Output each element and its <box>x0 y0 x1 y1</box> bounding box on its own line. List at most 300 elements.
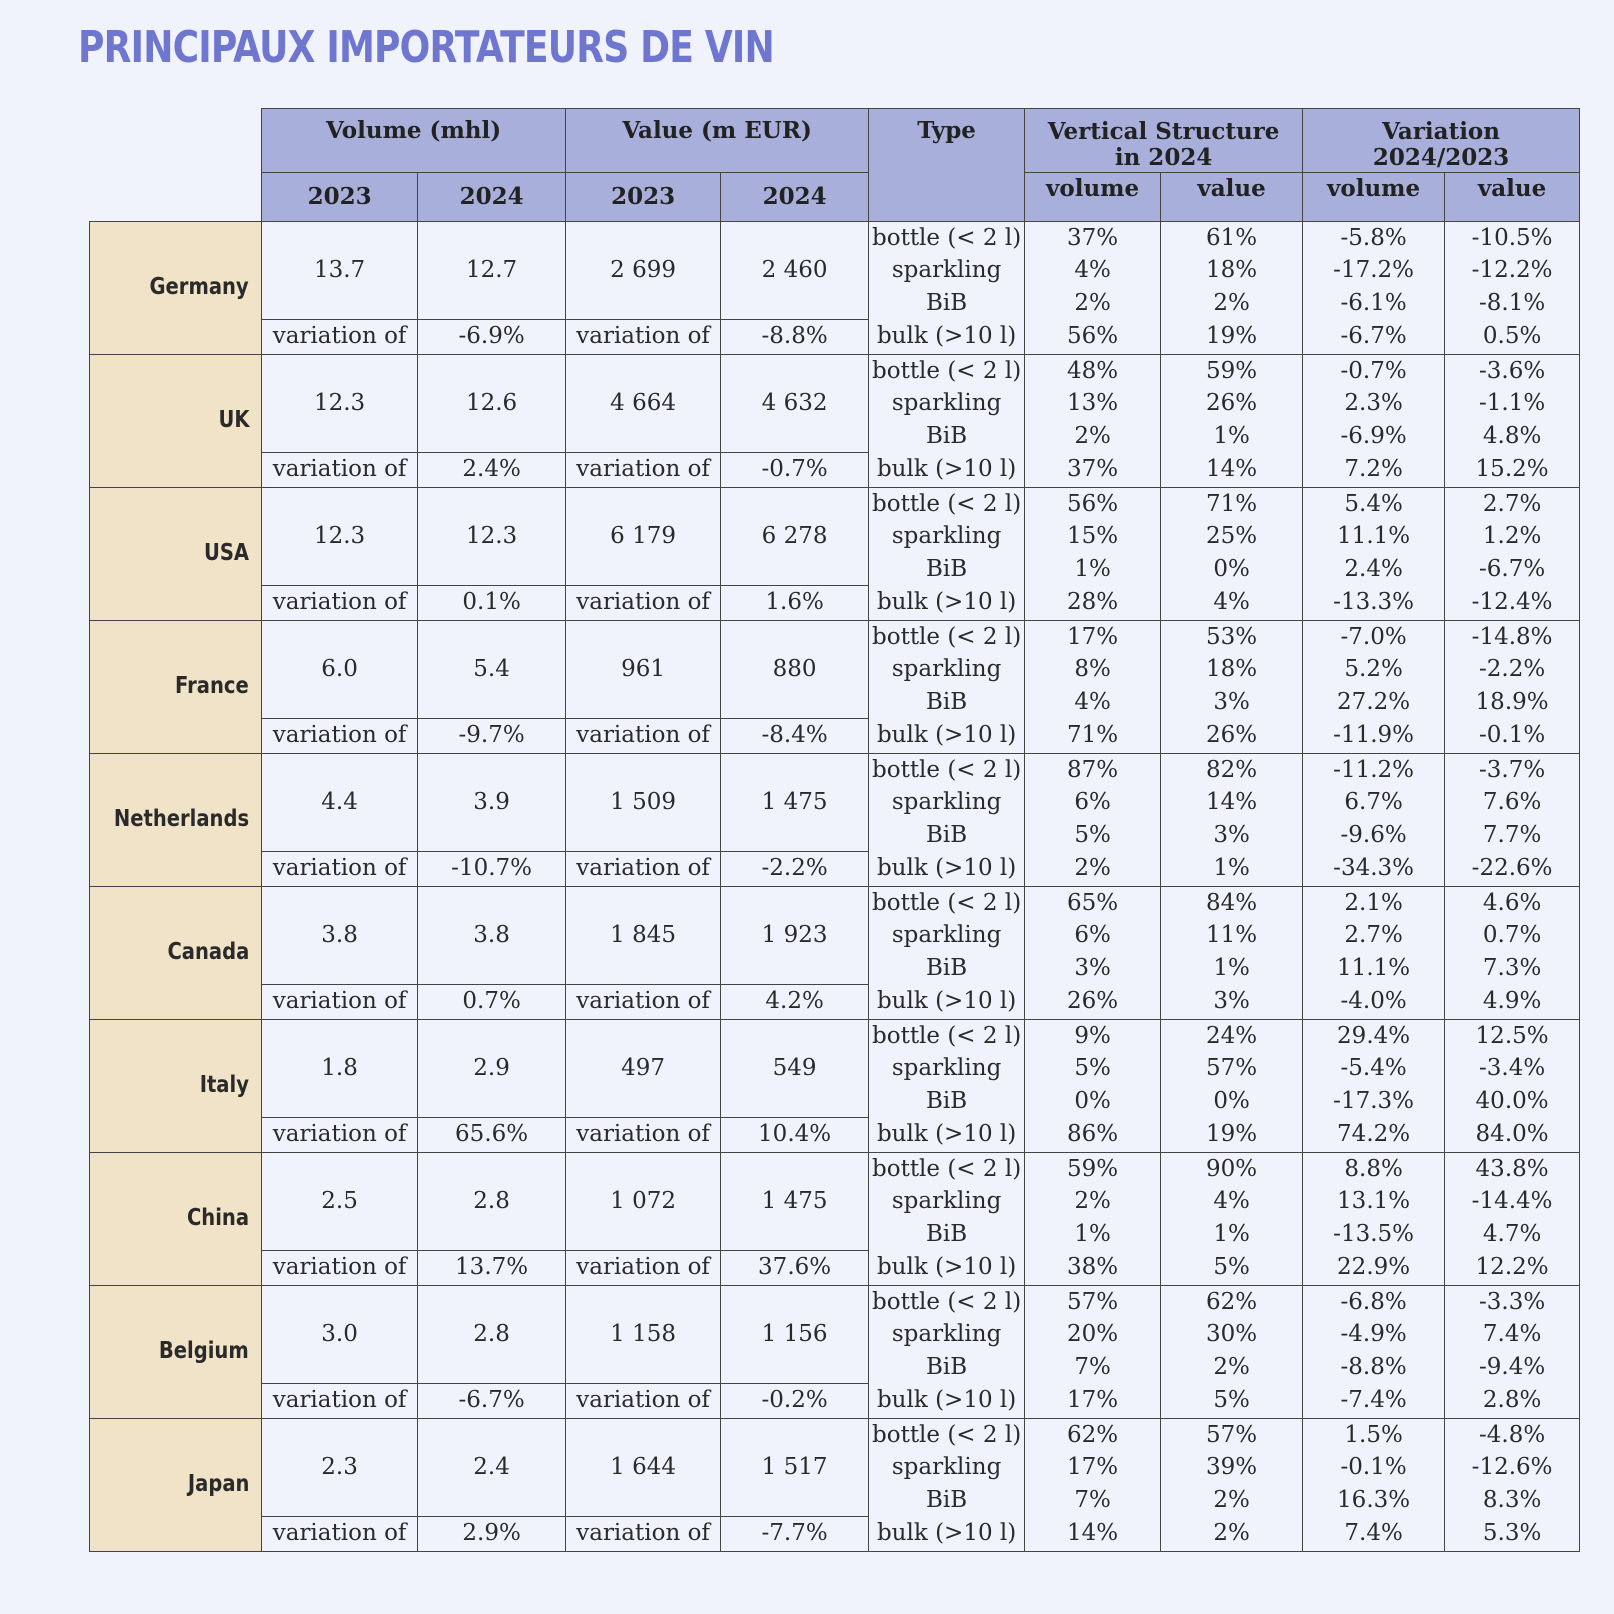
var-volume-cell: -4.9% <box>1303 1318 1445 1351</box>
country-label: USA <box>204 540 250 567</box>
struct-value-cell: 5% <box>1161 1250 1303 1285</box>
vol-variation-label: variation of <box>262 319 418 354</box>
struct-value-cell: 26% <box>1161 718 1303 753</box>
wine-type-label: bottle (< 2 l) <box>869 620 1025 653</box>
var-volume-cell: 29.4% <box>1303 1019 1445 1052</box>
wine-type-label: bulk (>10 l) <box>869 1516 1025 1551</box>
struct-value-cell: 2% <box>1161 1351 1303 1383</box>
wine-type-label: sparkling <box>869 1185 1025 1218</box>
var-volume-cell: -6.1% <box>1303 287 1445 319</box>
wine-type-label: bottle (< 2 l) <box>869 487 1025 520</box>
vol-2024-value: 3.8 <box>418 886 566 984</box>
var-value-cell: 84.0% <box>1445 1117 1580 1152</box>
struct-volume-cell: 2% <box>1025 851 1161 886</box>
country-name <box>90 753 262 886</box>
wine-type-label: BiB <box>869 819 1025 851</box>
struct-value-cell: 11% <box>1161 919 1303 952</box>
val-variation-label: variation of <box>566 1250 721 1285</box>
table-row <box>90 620 1580 653</box>
variation-header: Variation 2024/2023 <box>1303 109 1580 173</box>
var-volume-cell: 2.1% <box>1303 886 1445 919</box>
var-volume-cell: -17.2% <box>1303 254 1445 287</box>
table-row <box>90 1152 1580 1185</box>
struct-volume-cell: 59% <box>1025 1152 1161 1185</box>
wine-type-label: BiB <box>869 686 1025 718</box>
struct-value-cell: 3% <box>1161 984 1303 1019</box>
val-variation-label: variation of <box>566 319 721 354</box>
val-2024-value: 1 475 <box>721 1152 869 1250</box>
struct-volume-cell: 7% <box>1025 1484 1161 1516</box>
struct-volume-cell: 48% <box>1025 354 1161 387</box>
country-label: Italy <box>199 1072 250 1099</box>
vol-2023-value: 3.8 <box>262 886 418 984</box>
country-name <box>90 487 262 620</box>
table-row <box>90 319 1580 354</box>
vol-variation-label: variation of <box>262 984 418 1019</box>
var-value-cell: 7.6% <box>1445 786 1580 819</box>
val-variation-value: -0.2% <box>721 1383 869 1418</box>
var-volume-cell: -11.2% <box>1303 753 1445 786</box>
val-variation-value: -7.7% <box>721 1516 869 1551</box>
var-volume-cell: -5.8% <box>1303 221 1445 254</box>
var-value-cell: -12.6% <box>1445 1451 1580 1484</box>
val-variation-value: 37.6% <box>721 1250 869 1285</box>
value-group-header: Value (m EUR) <box>566 109 869 173</box>
struct-volume-cell: 8% <box>1025 653 1161 686</box>
val-2024-value: 2 460 <box>721 221 869 319</box>
struct-volume-cell: 4% <box>1025 254 1161 287</box>
var-volume-cell: 13.1% <box>1303 1185 1445 1218</box>
vol-2023-value: 6.0 <box>262 620 418 718</box>
var-volume-cell: -5.4% <box>1303 1052 1445 1085</box>
struct-value-cell: 71% <box>1161 487 1303 520</box>
struct-volume-cell: 17% <box>1025 620 1161 653</box>
vol-2023-header: 2023 <box>262 172 418 221</box>
var-volume-cell: 6.7% <box>1303 786 1445 819</box>
var-value-cell: 1.2% <box>1445 520 1580 553</box>
country-name <box>90 886 262 1019</box>
table-row <box>90 1516 1580 1551</box>
var-value-cell: 4.6% <box>1445 886 1580 919</box>
table-row <box>90 1418 1580 1451</box>
struct-value-cell: 2% <box>1161 1516 1303 1551</box>
wine-type-label: bottle (< 2 l) <box>869 354 1025 387</box>
val-variation-label: variation of <box>566 585 721 620</box>
struct-value-header: value <box>1161 172 1303 221</box>
var-value-cell: 4.8% <box>1445 420 1580 452</box>
var-value-cell: -22.6% <box>1445 851 1580 886</box>
wine-type-label: bulk (>10 l) <box>869 1250 1025 1285</box>
wine-type-label: bulk (>10 l) <box>869 984 1025 1019</box>
struct-value-cell: 61% <box>1161 221 1303 254</box>
var-value-cell: 7.3% <box>1445 952 1580 984</box>
struct-volume-cell: 5% <box>1025 1052 1161 1085</box>
struct-volume-header: volume <box>1025 172 1161 221</box>
struct-value-cell: 2% <box>1161 1484 1303 1516</box>
struct-value-cell: 19% <box>1161 319 1303 354</box>
table-row <box>90 984 1580 1019</box>
val-variation-value: 4.2% <box>721 984 869 1019</box>
table-row <box>90 851 1580 886</box>
table-row <box>90 1285 1580 1318</box>
var-value-cell: 5.3% <box>1445 1516 1580 1551</box>
var-volume-cell: -11.9% <box>1303 718 1445 753</box>
table-row <box>90 1117 1580 1152</box>
var-volume-cell: -0.7% <box>1303 354 1445 387</box>
struct-value-cell: 1% <box>1161 420 1303 452</box>
val-2023-value: 1 644 <box>566 1418 721 1516</box>
wine-type-label: bulk (>10 l) <box>869 585 1025 620</box>
vol-2024-value: 12.3 <box>418 487 566 585</box>
struct-value-cell: 59% <box>1161 354 1303 387</box>
var-value-cell: 18.9% <box>1445 686 1580 718</box>
struct-volume-cell: 28% <box>1025 585 1161 620</box>
country-name <box>90 1285 262 1418</box>
var-volume-cell: 16.3% <box>1303 1484 1445 1516</box>
val-variation-value: 1.6% <box>721 585 869 620</box>
vol-2023-value: 12.3 <box>262 487 418 585</box>
table-row <box>90 1250 1580 1285</box>
val-2023-value: 6 179 <box>566 487 721 585</box>
table-row <box>90 452 1580 487</box>
var-volume-cell: -9.6% <box>1303 819 1445 851</box>
vol-2023-value: 1.8 <box>262 1019 418 1117</box>
var-volume-header: volume <box>1303 172 1445 221</box>
var-value-cell: -12.4% <box>1445 585 1580 620</box>
var-volume-cell: 22.9% <box>1303 1250 1445 1285</box>
var-value-cell: -4.8% <box>1445 1418 1580 1451</box>
wine-type-label: bulk (>10 l) <box>869 718 1025 753</box>
struct-value-cell: 1% <box>1161 1218 1303 1250</box>
struct-value-cell: 57% <box>1161 1052 1303 1085</box>
struct-volume-cell: 37% <box>1025 221 1161 254</box>
var-volume-cell: -8.8% <box>1303 1351 1445 1383</box>
vol-variation-label: variation of <box>262 718 418 753</box>
var-value-cell: -1.1% <box>1445 387 1580 420</box>
struct-volume-cell: 5% <box>1025 819 1161 851</box>
var-volume-cell: 5.2% <box>1303 653 1445 686</box>
struct-value-cell: 53% <box>1161 620 1303 653</box>
val-2023-value: 1 158 <box>566 1285 721 1383</box>
country-label: Japan <box>187 1471 250 1498</box>
vol-variation-label: variation of <box>262 851 418 886</box>
vol-2024-value: 2.8 <box>418 1285 566 1383</box>
country-name <box>90 1019 262 1152</box>
wine-type-label: bottle (< 2 l) <box>869 1418 1025 1451</box>
var-value-cell: -14.4% <box>1445 1185 1580 1218</box>
var-value-cell: 0.7% <box>1445 919 1580 952</box>
struct-value-cell: 18% <box>1161 653 1303 686</box>
vol-variation-label: variation of <box>262 585 418 620</box>
struct-value-cell: 57% <box>1161 1418 1303 1451</box>
vol-variation-value: -6.9% <box>418 319 566 354</box>
var-value-cell: -0.1% <box>1445 718 1580 753</box>
struct-value-cell: 0% <box>1161 553 1303 585</box>
wine-type-label: sparkling <box>869 254 1025 287</box>
vol-variation-value: 65.6% <box>418 1117 566 1152</box>
vol-variation-value: -10.7% <box>418 851 566 886</box>
val-variation-label: variation of <box>566 1383 721 1418</box>
struct-value-cell: 82% <box>1161 753 1303 786</box>
val-variation-value: -0.7% <box>721 452 869 487</box>
wine-type-label: bulk (>10 l) <box>869 1117 1025 1152</box>
struct-volume-cell: 56% <box>1025 319 1161 354</box>
struct-volume-cell: 1% <box>1025 553 1161 585</box>
country-name <box>90 1152 262 1285</box>
wine-type-label: sparkling <box>869 1052 1025 1085</box>
wine-type-label: sparkling <box>869 786 1025 819</box>
struct-value-cell: 14% <box>1161 786 1303 819</box>
country-name <box>90 620 262 753</box>
struct-volume-cell: 26% <box>1025 984 1161 1019</box>
val-2023-value: 1 509 <box>566 753 721 851</box>
wine-importers-table <box>89 108 1580 1552</box>
wine-type-label: bottle (< 2 l) <box>869 886 1025 919</box>
wine-type-label: BiB <box>869 553 1025 585</box>
wine-type-label: sparkling <box>869 387 1025 420</box>
type-header: Type <box>869 109 1025 222</box>
vol-2024-value: 2.4 <box>418 1418 566 1516</box>
var-volume-cell: 2.7% <box>1303 919 1445 952</box>
struct-volume-cell: 0% <box>1025 1085 1161 1117</box>
struct-volume-cell: 14% <box>1025 1516 1161 1551</box>
struct-value-cell: 18% <box>1161 254 1303 287</box>
table-row <box>90 886 1580 919</box>
var-value-cell: -3.3% <box>1445 1285 1580 1318</box>
struct-volume-cell: 20% <box>1025 1318 1161 1351</box>
wine-type-label: bottle (< 2 l) <box>869 1285 1025 1318</box>
var-value-cell: 12.5% <box>1445 1019 1580 1052</box>
wine-type-label: sparkling <box>869 1451 1025 1484</box>
val-2024-header: 2024 <box>721 172 869 221</box>
struct-value-cell: 3% <box>1161 819 1303 851</box>
struct-value-cell: 4% <box>1161 1185 1303 1218</box>
val-2023-value: 1 845 <box>566 886 721 984</box>
val-2024-value: 1 517 <box>721 1418 869 1516</box>
wine-type-label: BiB <box>869 1484 1025 1516</box>
var-volume-cell: 11.1% <box>1303 520 1445 553</box>
struct-value-cell: 30% <box>1161 1318 1303 1351</box>
corner-blank <box>90 109 262 222</box>
struct-value-cell: 4% <box>1161 585 1303 620</box>
country-name <box>90 221 262 354</box>
var-volume-cell: -0.1% <box>1303 1451 1445 1484</box>
country-name <box>90 1418 262 1551</box>
country-name <box>90 354 262 487</box>
vol-variation-value: 0.1% <box>418 585 566 620</box>
country-label: UK <box>218 407 250 434</box>
var-volume-cell: -17.3% <box>1303 1085 1445 1117</box>
country-label: Netherlands <box>113 806 250 833</box>
wine-type-label: bottle (< 2 l) <box>869 753 1025 786</box>
var-value-cell: 4.9% <box>1445 984 1580 1019</box>
vol-variation-value: 0.7% <box>418 984 566 1019</box>
var-value-cell: 12.2% <box>1445 1250 1580 1285</box>
wine-type-label: sparkling <box>869 919 1025 952</box>
table-row <box>90 1383 1580 1418</box>
val-2024-value: 6 278 <box>721 487 869 585</box>
struct-volume-cell: 6% <box>1025 919 1161 952</box>
vol-2024-value: 12.7 <box>418 221 566 319</box>
vol-variation-label: variation of <box>262 452 418 487</box>
var-volume-cell: 8.8% <box>1303 1152 1445 1185</box>
vol-2024-value: 5.4 <box>418 620 566 718</box>
var-volume-cell: 2.4% <box>1303 553 1445 585</box>
var-value-cell: -10.5% <box>1445 221 1580 254</box>
var-volume-cell: 11.1% <box>1303 952 1445 984</box>
vol-2024-header: 2024 <box>418 172 566 221</box>
country-label: France <box>175 673 250 700</box>
wine-type-label: sparkling <box>869 1318 1025 1351</box>
var-value-cell: 4.7% <box>1445 1218 1580 1250</box>
table-row <box>90 753 1580 786</box>
val-2024-value: 4 632 <box>721 354 869 452</box>
var-value-cell: -8.1% <box>1445 287 1580 319</box>
vol-variation-value: -9.7% <box>418 718 566 753</box>
val-2023-header: 2023 <box>566 172 721 221</box>
struct-volume-cell: 65% <box>1025 886 1161 919</box>
vol-2024-value: 3.9 <box>418 753 566 851</box>
var-volume-cell: 2.3% <box>1303 387 1445 420</box>
struct-value-cell: 84% <box>1161 886 1303 919</box>
vol-2024-value: 2.9 <box>418 1019 566 1117</box>
var-volume-cell: 7.2% <box>1303 452 1445 487</box>
val-variation-label: variation of <box>566 718 721 753</box>
wine-type-label: bottle (< 2 l) <box>869 1152 1025 1185</box>
struct-volume-cell: 4% <box>1025 686 1161 718</box>
var-volume-cell: -7.4% <box>1303 1383 1445 1418</box>
var-value-cell: 43.8% <box>1445 1152 1580 1185</box>
val-2023-value: 961 <box>566 620 721 718</box>
var-value-cell: 8.3% <box>1445 1484 1580 1516</box>
wine-type-label: bulk (>10 l) <box>869 452 1025 487</box>
wine-type-label: BiB <box>869 1351 1025 1383</box>
var-volume-cell: 27.2% <box>1303 686 1445 718</box>
vol-variation-value: 2.4% <box>418 452 566 487</box>
struct-value-cell: 24% <box>1161 1019 1303 1052</box>
struct-volume-cell: 56% <box>1025 487 1161 520</box>
struct-volume-cell: 2% <box>1025 1185 1161 1218</box>
wine-type-label: bulk (>10 l) <box>869 1383 1025 1418</box>
struct-volume-cell: 17% <box>1025 1451 1161 1484</box>
wine-type-label: BiB <box>869 287 1025 319</box>
wine-type-label: bulk (>10 l) <box>869 319 1025 354</box>
wine-type-label: BiB <box>869 952 1025 984</box>
country-label: Canada <box>167 939 250 966</box>
vol-2023-value: 13.7 <box>262 221 418 319</box>
volume-group-header: Volume (mhl) <box>262 109 566 173</box>
country-label: Germany <box>149 274 250 301</box>
table-row <box>90 585 1580 620</box>
var-value-cell: 2.8% <box>1445 1383 1580 1418</box>
wine-type-label: BiB <box>869 420 1025 452</box>
var-volume-cell: -6.7% <box>1303 319 1445 354</box>
wine-type-label: BiB <box>869 1085 1025 1117</box>
vol-2024-value: 2.8 <box>418 1152 566 1250</box>
struct-volume-cell: 38% <box>1025 1250 1161 1285</box>
var-volume-cell: -6.9% <box>1303 420 1445 452</box>
struct-volume-cell: 1% <box>1025 1218 1161 1250</box>
var-value-header: value <box>1445 172 1580 221</box>
vol-2023-value: 2.3 <box>262 1418 418 1516</box>
vol-2023-value: 12.3 <box>262 354 418 452</box>
wine-type-label: bottle (< 2 l) <box>869 221 1025 254</box>
val-2024-value: 549 <box>721 1019 869 1117</box>
val-variation-label: variation of <box>566 1516 721 1551</box>
wine-type-label: sparkling <box>869 653 1025 686</box>
var-value-cell: -14.8% <box>1445 620 1580 653</box>
var-volume-cell: -6.8% <box>1303 1285 1445 1318</box>
var-volume-cell: -7.0% <box>1303 620 1445 653</box>
struct-volume-cell: 3% <box>1025 952 1161 984</box>
struct-value-cell: 2% <box>1161 287 1303 319</box>
val-variation-label: variation of <box>566 851 721 886</box>
struct-value-cell: 62% <box>1161 1285 1303 1318</box>
struct-value-cell: 26% <box>1161 387 1303 420</box>
val-2023-value: 1 072 <box>566 1152 721 1250</box>
var-volume-cell: -34.3% <box>1303 851 1445 886</box>
vol-variation-value: -6.7% <box>418 1383 566 1418</box>
struct-value-cell: 90% <box>1161 1152 1303 1185</box>
struct-volume-cell: 2% <box>1025 420 1161 452</box>
struct-volume-cell: 37% <box>1025 452 1161 487</box>
vertical-structure-header: Vertical Structure in 2024 <box>1025 109 1303 173</box>
var-volume-cell: 74.2% <box>1303 1117 1445 1152</box>
val-2023-value: 497 <box>566 1019 721 1117</box>
vol-variation-label: variation of <box>262 1117 418 1152</box>
struct-value-cell: 1% <box>1161 851 1303 886</box>
struct-volume-cell: 7% <box>1025 1351 1161 1383</box>
struct-volume-cell: 17% <box>1025 1383 1161 1418</box>
struct-volume-cell: 2% <box>1025 287 1161 319</box>
wine-type-label: BiB <box>869 1218 1025 1250</box>
vol-variation-label: variation of <box>262 1516 418 1551</box>
var-volume-cell: 5.4% <box>1303 487 1445 520</box>
val-2024-value: 880 <box>721 620 869 718</box>
val-2024-value: 1 923 <box>721 886 869 984</box>
val-variation-label: variation of <box>566 452 721 487</box>
val-variation-value: -8.8% <box>721 319 869 354</box>
table-row <box>90 221 1580 254</box>
vol-variation-value: 13.7% <box>418 1250 566 1285</box>
var-volume-cell: -13.5% <box>1303 1218 1445 1250</box>
val-variation-value: -2.2% <box>721 851 869 886</box>
vol-variation-value: 2.9% <box>418 1516 566 1551</box>
vol-2023-value: 4.4 <box>262 753 418 851</box>
wine-type-label: bulk (>10 l) <box>869 851 1025 886</box>
var-value-cell: -12.2% <box>1445 254 1580 287</box>
vol-variation-label: variation of <box>262 1383 418 1418</box>
wine-type-label: bottle (< 2 l) <box>869 1019 1025 1052</box>
var-volume-cell: -4.0% <box>1303 984 1445 1019</box>
struct-volume-cell: 57% <box>1025 1285 1161 1318</box>
struct-value-cell: 0% <box>1161 1085 1303 1117</box>
struct-volume-cell: 71% <box>1025 718 1161 753</box>
struct-volume-cell: 62% <box>1025 1418 1161 1451</box>
country-label: China <box>187 1205 250 1232</box>
var-volume-cell: 7.4% <box>1303 1516 1445 1551</box>
var-volume-cell: -13.3% <box>1303 585 1445 620</box>
wine-type-label: sparkling <box>869 520 1025 553</box>
var-value-cell: -3.4% <box>1445 1052 1580 1085</box>
val-2023-value: 4 664 <box>566 354 721 452</box>
var-value-cell: -6.7% <box>1445 553 1580 585</box>
struct-volume-cell: 86% <box>1025 1117 1161 1152</box>
struct-volume-cell: 6% <box>1025 786 1161 819</box>
val-2024-value: 1 156 <box>721 1285 869 1383</box>
val-variation-value: 10.4% <box>721 1117 869 1152</box>
var-value-cell: 7.4% <box>1445 1318 1580 1351</box>
